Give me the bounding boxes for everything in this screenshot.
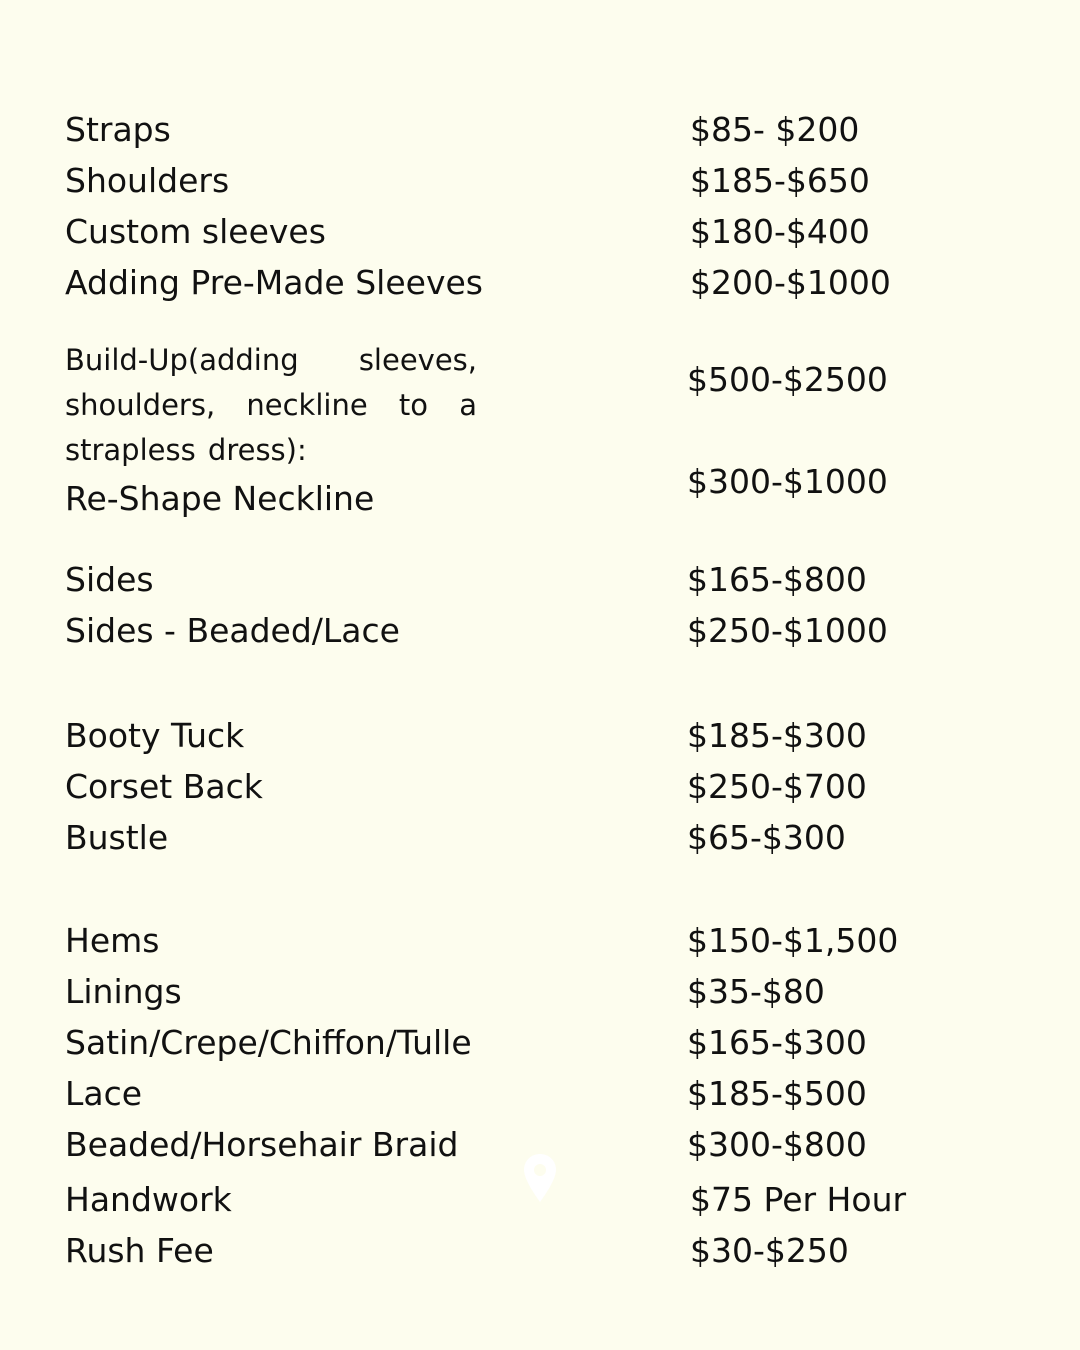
price-row-corset-back: [0, 765, 1080, 809]
service-label: Beaded/Horsehair Braid: [65, 1125, 459, 1164]
service-label: Lace: [65, 1074, 143, 1113]
price-value: $250-$1000: [687, 611, 888, 650]
price-value: $165-$800: [687, 560, 867, 599]
price-value: $200-$1000: [690, 263, 891, 302]
price-value: $180-$400: [690, 212, 870, 251]
price-row-straps: [0, 108, 1080, 152]
price-value: $30-$250: [690, 1231, 849, 1270]
price-row-sides-beaded-lace: [0, 609, 1080, 653]
price-row-shoulders: [0, 159, 1080, 203]
price-row-reshape-neckline: [0, 477, 1080, 521]
price-row-lace: [0, 1072, 1080, 1116]
service-label: Sides: [65, 560, 154, 599]
price-value: $500-$2500: [687, 360, 888, 399]
price-value: $250-$700: [687, 767, 867, 806]
price-row-sides: [0, 558, 1080, 602]
service-label: Adding Pre-Made Sleeves: [65, 263, 483, 302]
price-value: $300-$1000: [687, 462, 888, 501]
service-label: Straps: [65, 110, 171, 149]
price-row-rush-fee: [0, 1229, 1080, 1273]
service-label: Handwork: [65, 1180, 232, 1219]
service-label: Sides - Beaded/Lace: [65, 611, 400, 650]
price-row-linings: [0, 970, 1080, 1014]
service-label: Linings: [65, 972, 182, 1011]
price-row-pre-made-sleeves: [0, 261, 1080, 305]
map-pin-icon: [522, 1152, 558, 1206]
price-value: $185-$300: [687, 716, 867, 755]
service-label: Custom sleeves: [65, 212, 326, 251]
price-value: $185-$500: [687, 1074, 867, 1113]
price-row-hems: [0, 919, 1080, 963]
price-row-satin-crepe: [0, 1021, 1080, 1065]
price-value: $35-$80: [687, 972, 825, 1011]
service-label: Corset Back: [65, 767, 263, 806]
price-value: $75 Per Hour: [690, 1180, 907, 1219]
price-value: $150-$1,500: [687, 921, 899, 960]
price-value: $85- $200: [690, 110, 860, 149]
price-row-custom-sleeves: [0, 210, 1080, 254]
price-row-booty-tuck: [0, 714, 1080, 758]
service-label: Satin/Crepe/Chiffon/Tulle: [65, 1023, 472, 1062]
service-label: Rush Fee: [65, 1231, 214, 1270]
service-label: Shoulders: [65, 161, 230, 200]
service-label: Hems: [65, 921, 160, 960]
price-row-build-up: [0, 358, 1080, 402]
price-value: $185-$650: [690, 161, 870, 200]
price-row-bustle: [0, 816, 1080, 860]
service-label: Re-Shape Neckline: [65, 479, 375, 518]
price-value: $165-$300: [687, 1023, 867, 1062]
service-label: Bustle: [65, 818, 169, 857]
price-value: $300-$800: [687, 1125, 867, 1164]
service-label-build-up: Build-Up(adding sleeves, shoulders, neckline to a strapless dress):: [65, 343, 477, 467]
service-label: Booty Tuck: [65, 716, 245, 755]
price-value: $65-$300: [687, 818, 846, 857]
